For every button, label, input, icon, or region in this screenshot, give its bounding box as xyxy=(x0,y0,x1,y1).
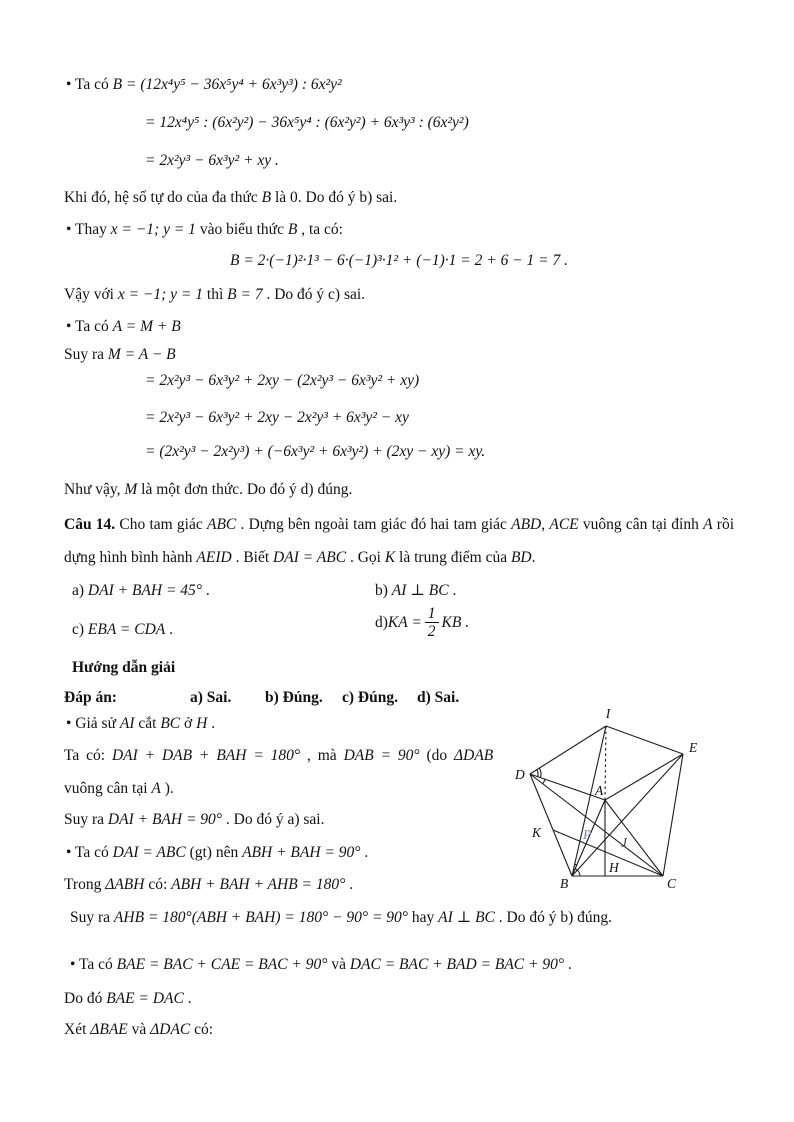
solution-heading: Hướng dẫn giải xyxy=(72,659,176,676)
option-d-post: KB . xyxy=(441,614,470,631)
line-khi-do: Khi đó, hệ số tự do của đa thức B là 0. Do đó ý b) sai. xyxy=(64,189,398,206)
option-d-label: d) xyxy=(375,614,388,631)
angle-arc-D-1 xyxy=(537,770,538,777)
line-suyra-M: Suy ra M = A − B xyxy=(64,346,176,363)
option-d-pre: KA = xyxy=(387,614,422,631)
eq-m-step3: = (2x²y³ − 2x²y³) + (−6x³y² + 6x³y²) + (2xy − xy) = xy. xyxy=(145,443,486,460)
answer-b: b) Đúng. xyxy=(265,689,323,706)
line-taco-A: • Ta có A = M + B xyxy=(66,318,181,335)
line-suyra-dai: Suy ra DAI + BAH = 90° . Do đó ý a) sai. xyxy=(64,811,325,828)
answer-label: Đáp án: xyxy=(64,689,117,706)
eq-m-step2: = 2x²y³ − 6x³y² + 2xy − 2x²y³ + 6x³y² − xy xyxy=(145,409,409,426)
angle-arc-D-3 xyxy=(543,779,545,784)
figure-label-C: C xyxy=(667,876,677,891)
angle-arc-D-2 xyxy=(539,768,541,778)
figure-label-K: K xyxy=(531,825,541,840)
line-taco-B: • Ta có B = (12x⁴y⁵ − 36x⁵y⁴ + 6x³y³) : 6x²y² xyxy=(66,76,342,93)
line-thay-xy: • Thay x = −1; y = 1 vào biểu thức B , ta có: xyxy=(66,221,343,238)
eq-b-step1: = 12x⁴y⁵ : (6x²y²) − 36x⁵y⁴ : (6x²y²) + 6x³y³ : (6x²y²) xyxy=(145,114,469,131)
line-taco-bae: • Ta có BAE = BAC + CAE = BAC + 90° và DAC = BAC + BAD = BAC + 90° . xyxy=(70,956,572,973)
option-d xyxy=(375,601,469,645)
geometry-figure xyxy=(505,698,720,898)
line-taco-dai-abc: • Ta có DAI = ABC (gt) nên ABH + BAH = 90° . xyxy=(66,844,369,861)
figure-label-A: A xyxy=(595,783,604,798)
question-14: Câu 14. Cho tam giác ABC . Dựng bên ngoài tam giác đó hai tam giác ABD, ACE vuông cân tại đỉnh A rồi dựng hình bình hành AEID . Biết DAI = ABC . Gọi K là trung điểm của BD. xyxy=(64,516,735,566)
answer-c: c) Đúng. xyxy=(342,689,398,706)
figure-label-E: E xyxy=(689,740,698,755)
figure-label-P: P xyxy=(583,827,592,842)
segment-BI xyxy=(572,726,606,876)
figure-label-D: D xyxy=(515,767,525,782)
line-trong-abh: Trong ΔABH có: ABH + BAH + AHB = 180° . xyxy=(64,876,354,893)
option-a: a) DAI + BAH = 45° . xyxy=(72,582,210,599)
segment-IA-dashed xyxy=(605,726,606,800)
segment-DI xyxy=(530,726,606,774)
fraction-one-half xyxy=(425,606,439,641)
segment-IE xyxy=(606,726,683,754)
line-nhu-vay: Như vậy, M là một đơn thức. Do đó ý d) đúng. xyxy=(64,481,353,498)
eq-b-step2: = 2x²y³ − 6x³y² + xy . xyxy=(145,152,279,169)
line-vay-voi: Vậy với x = −1; y = 1 thì B = 7 . Do đó ý c) sai. xyxy=(64,286,366,303)
eq-m-step1: = 2x²y³ − 6x³y² + 2xy − (2x²y³ − 6x³y² + xy) xyxy=(145,372,420,389)
option-c: c) EBA = CDA . xyxy=(72,621,174,638)
option-b: b) AI ⊥ BC . xyxy=(375,582,457,599)
figure-label-I: I xyxy=(605,706,611,721)
line-taco-dai: Ta có: DAI + DAB + BAH = 180° , mà DAB = 90° (do ΔDAB xyxy=(64,747,494,764)
figure-label-H: H xyxy=(609,860,619,875)
line-gia-su: • Giả sử AI cắt BC ở H . xyxy=(66,715,216,732)
segment-AE xyxy=(605,754,683,800)
line-vuong-can: vuông cân tại A ). xyxy=(64,780,174,797)
answer-a: a) Sai. xyxy=(190,689,232,706)
answer-d: d) Sai. xyxy=(417,689,460,706)
line-suyra-ahb: Suy ra AHB = 180°(ABH + BAH) = 180° − 90° = 90° hay AI ⊥ BC . Do đó ý b) đúng. xyxy=(70,909,612,926)
fraction-denominator: 2 xyxy=(427,623,436,640)
line-dodo-bae: Do đó BAE = DAC . xyxy=(64,990,192,1007)
figure-label-B: B xyxy=(560,876,569,891)
figure-label-J: J xyxy=(621,835,627,850)
fraction-numerator: 1 xyxy=(425,606,439,623)
angle-arc-B-2 xyxy=(575,864,577,865)
eq-b-eval: B = 2·(−1)²·1³ − 6·(−1)³·1² + (−1)·1 = 2 + 6 − 1 = 7 . xyxy=(230,252,568,269)
line-xet: Xét ΔBAE và ΔDAC có: xyxy=(64,1021,214,1038)
